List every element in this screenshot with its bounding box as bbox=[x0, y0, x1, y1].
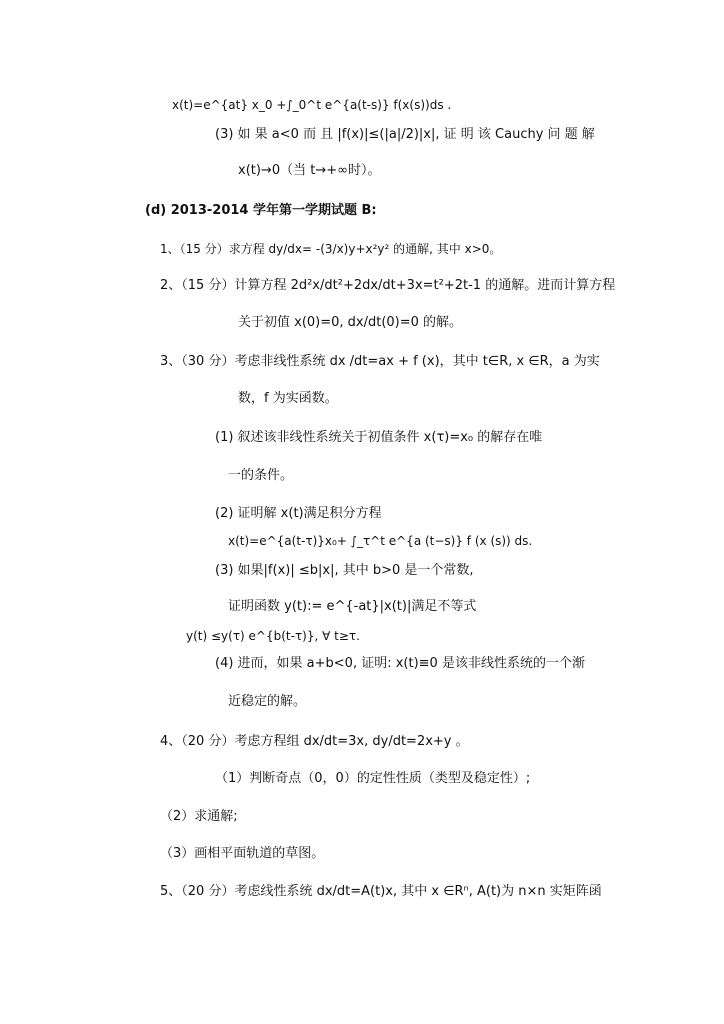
question-1 bbox=[160, 240, 501, 258]
question-3-sub-3-line-1 bbox=[215, 562, 474, 580]
question-4 bbox=[160, 733, 469, 751]
item-3-line-1 bbox=[215, 126, 595, 144]
question-4-sub-1-text: （1）判断奇点（0，0）的定性性质（类型及稳定性）; bbox=[215, 771, 531, 786]
section-heading-text: (d) 2013-2014 学年第一学期试题 B: bbox=[145, 203, 377, 218]
question-3-sub-2-text-1: (2) 证明解 x(t)满足积分方程 bbox=[215, 506, 382, 521]
question-2-line-1 bbox=[160, 277, 615, 295]
question-3-line-2 bbox=[238, 390, 338, 408]
question-3-sub-3-inequality: y(t) ≤y(τ) e^{b(t-τ)}, ∀ t≥τ. bbox=[186, 629, 360, 643]
question-4-text: 4、（20 分）考虑方程组 dx/dt=3x, dy/dt=2x+y 。 bbox=[160, 734, 469, 749]
question-3-sub-3-line-2 bbox=[228, 598, 476, 616]
question-3-sub-3-text-2: 证明函数 y(t):= e^{-at}|x(t)|满足不等式 bbox=[228, 599, 477, 614]
question-3-sub-4-line-1 bbox=[215, 655, 585, 673]
question-4-sub-3-text: （3）画相平面轨道的草图。 bbox=[160, 846, 325, 861]
question-3-sub-3-text-1: (3) 如果|f(x)| ≤b|x|, 其中 b>0 是一个常数, bbox=[215, 563, 474, 578]
question-3-sub-1-text-2: 一的条件。 bbox=[228, 468, 294, 483]
question-3-sub-4-text-2: 近稳定的解。 bbox=[228, 694, 307, 709]
question-3-sub-2-line-1 bbox=[215, 505, 382, 523]
question-3-sub-1-line-2 bbox=[228, 467, 293, 485]
question-5-text: 5、（20 分）考虑线性系统 dx/dt=A(t)x, 其中 x ∈Rⁿ, A(t)为 n×n 实矩阵函 bbox=[160, 884, 602, 899]
section-heading bbox=[145, 202, 377, 220]
question-3-sub-3-line-3 bbox=[186, 627, 360, 645]
item-3-text-1: (3) 如 果 a<0 而 且 |f(x)|≤(|a|/2)|x|, 证 明 该 Cauchy 问 题 解 bbox=[215, 127, 595, 142]
question-3-sub-4-line-2 bbox=[228, 693, 306, 711]
question-3-sub-2-line-2 bbox=[228, 532, 532, 550]
question-4-sub-2-text: （2）求通解; bbox=[160, 809, 238, 824]
question-2-text-2: 关于初值 x(0)=0, dx/dt(0)=0 的解。 bbox=[238, 315, 463, 330]
question-2-line-2 bbox=[238, 314, 462, 332]
question-1-text: 1、（15 分）求方程 dy/dx= -(3/x)y+x²y² 的通解, 其中 x>0。 bbox=[160, 242, 502, 256]
question-4-sub-1 bbox=[215, 770, 530, 788]
question-3-text-1: 3、（30 分）考虑非线性系统 dx /dt=ax + f (x)，其中 t∈R, x ∈R，a 为实 bbox=[160, 354, 600, 369]
formula-line-1-text: x(t)=e^{at} x_0 +∫_0^t e^{a(t-s)} f(x(s))ds . bbox=[172, 98, 452, 112]
item-3-line-2 bbox=[238, 162, 380, 180]
question-3-sub-2-formula: x(t)=e^{a(t-τ)}x₀+ ∫_τ^t e^{a (t−s)} f (x (s)) ds. bbox=[228, 534, 533, 548]
question-4-sub-3 bbox=[160, 845, 324, 863]
question-3-line-1 bbox=[160, 353, 600, 371]
question-3-text-2: 数，f 为实函数。 bbox=[238, 391, 338, 406]
question-3-sub-4-text-1: (4) 进而，如果 a+b<0, 证明: x(t)≡0 是该非线性系统的一个渐 bbox=[215, 656, 585, 671]
question-3-sub-1-line-1 bbox=[215, 429, 542, 447]
question-3-sub-1-text-1: (1) 叙述该非线性系统关于初值条件 x(τ)=x₀ 的解存在唯 bbox=[215, 430, 543, 445]
question-2-text-1: 2、（15 分）计算方程 2d²x/dt²+2dx/dt+3x=t²+2t-1 的通解。进而计算方程 bbox=[160, 278, 616, 293]
question-4-sub-2 bbox=[160, 808, 238, 826]
item-3-text-2: x(t)→0（当 t→+∞时）。 bbox=[238, 163, 381, 178]
formula-line-1 bbox=[172, 96, 451, 114]
question-5 bbox=[160, 883, 602, 901]
